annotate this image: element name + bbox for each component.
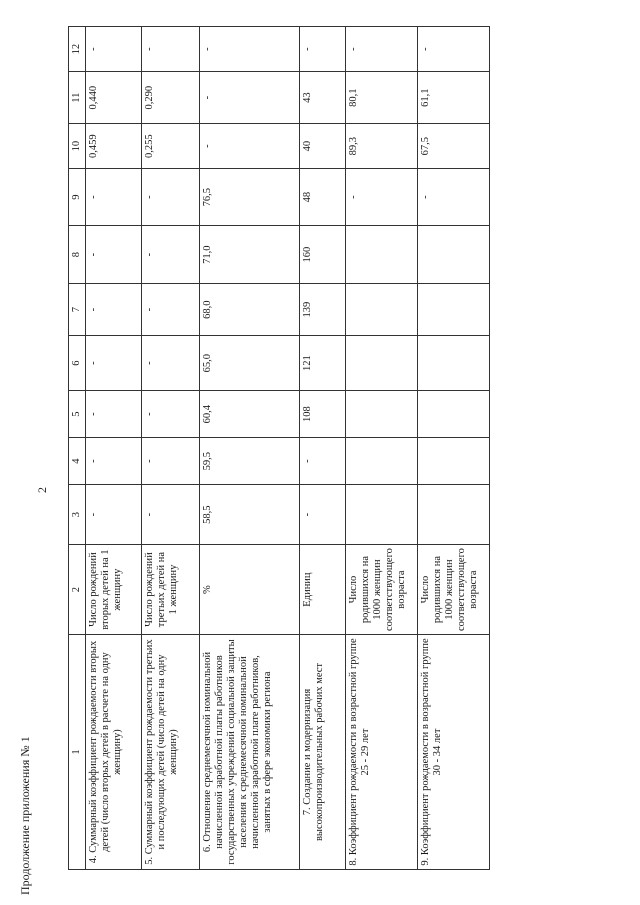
value-cell: - — [142, 284, 200, 336]
value-cell: 40 — [300, 124, 346, 169]
value-cell: - — [300, 27, 346, 72]
value-cell: - — [200, 72, 300, 124]
value-cell — [418, 485, 490, 545]
column-header: 12 — [69, 27, 86, 72]
value-cell: 0,459 — [86, 124, 142, 169]
table-row — [418, 27, 490, 870]
column-header: 5 — [69, 391, 86, 438]
table-row — [86, 27, 142, 870]
table-header-row — [69, 27, 86, 870]
value-cell: 61,1 — [418, 72, 490, 124]
column-header: 6 — [69, 336, 86, 391]
value-cell — [418, 438, 490, 485]
value-cell — [418, 336, 490, 391]
value-cell: 71,0 — [200, 226, 300, 284]
value-cell: 0,255 — [142, 124, 200, 169]
value-cell: - — [142, 485, 200, 545]
value-cell: - — [86, 284, 142, 336]
column-header: 10 — [69, 124, 86, 169]
page-number: 2 — [35, 487, 49, 493]
column-header: 11 — [69, 72, 86, 124]
unit-cell: % — [200, 545, 300, 635]
unit-cell: Число рождений третьих детей на 1 женщину — [142, 545, 200, 635]
value-cell: - — [142, 336, 200, 391]
value-cell — [418, 391, 490, 438]
value-cell: - — [200, 124, 300, 169]
unit-cell: Число родившихся на 1000 женщин соответствующего возраста — [346, 545, 418, 635]
column-header: 2 — [69, 545, 86, 635]
value-cell: 0,440 — [86, 72, 142, 124]
column-header: 3 — [69, 485, 86, 545]
value-cell: - — [346, 27, 418, 72]
column-header: 9 — [69, 169, 86, 226]
indicator-cell: 9. Коэффициент рождаемости в возрастной группе 30 - 34 лет — [418, 635, 490, 870]
table-row — [346, 27, 418, 870]
unit-cell: Единиц — [300, 545, 346, 635]
value-cell: - — [86, 226, 142, 284]
value-cell — [418, 284, 490, 336]
value-cell: - — [418, 169, 490, 226]
indicator-cell: 6. Отношение среднемесячной номинальной начисленной заработной платы работников государственных учреждений социальной защиты населения к среднемесячной номинальной начисленной заработной плате работников, занятых в сфере экономики региона — [200, 635, 300, 870]
value-cell: - — [86, 485, 142, 545]
value-cell: - — [142, 438, 200, 485]
value-cell: 108 — [300, 391, 346, 438]
unit-cell: Число рождений вторых детей на 1 женщину — [86, 545, 142, 635]
value-cell: 139 — [300, 284, 346, 336]
column-header: 8 — [69, 226, 86, 284]
value-cell: - — [142, 169, 200, 226]
value-cell: 43 — [300, 72, 346, 124]
value-cell: - — [346, 169, 418, 226]
value-cell: - — [200, 27, 300, 72]
value-cell — [346, 438, 418, 485]
table-row — [200, 27, 300, 870]
value-cell: - — [142, 27, 200, 72]
value-cell — [418, 226, 490, 284]
indicators-table — [68, 26, 490, 870]
indicator-cell: 7. Создание и модернизация высокопроизводительных рабочих мест — [300, 635, 346, 870]
value-cell: 76,5 — [200, 169, 300, 226]
value-cell: - — [86, 27, 142, 72]
unit-cell: Число родившихся на 1000 женщин соответствующего возраста — [418, 545, 490, 635]
value-cell: 67,5 — [418, 124, 490, 169]
value-cell: 160 — [300, 226, 346, 284]
value-cell: 48 — [300, 169, 346, 226]
column-header: 4 — [69, 438, 86, 485]
column-header: 1 — [69, 635, 86, 870]
value-cell — [346, 226, 418, 284]
value-cell: - — [300, 438, 346, 485]
value-cell: 59,5 — [200, 438, 300, 485]
value-cell: 60,4 — [200, 391, 300, 438]
value-cell: 121 — [300, 336, 346, 391]
value-cell — [346, 391, 418, 438]
table-row — [142, 27, 200, 870]
indicator-cell: 5. Суммарный коэффициент рождаемости третьих и последующих детей (число детей на одну женщину) — [142, 635, 200, 870]
value-cell — [346, 485, 418, 545]
continuation-note: Продолжение приложения № 1 — [18, 736, 32, 895]
indicator-cell: 4. Суммарный коэффициент рождаемости вторых детей (число вторых детей в расчете на одну женщину) — [86, 635, 142, 870]
value-cell: - — [86, 391, 142, 438]
value-cell: - — [86, 438, 142, 485]
value-cell — [346, 336, 418, 391]
indicator-cell: 8. Коэффициент рождаемости в возрастной группе 25 - 29 лет — [346, 635, 418, 870]
value-cell: - — [86, 336, 142, 391]
value-cell: 68,0 — [200, 284, 300, 336]
value-cell: - — [418, 27, 490, 72]
table-row — [300, 27, 346, 870]
value-cell: - — [300, 485, 346, 545]
value-cell: 65,0 — [200, 336, 300, 391]
value-cell: - — [142, 226, 200, 284]
value-cell: - — [86, 169, 142, 226]
value-cell — [346, 284, 418, 336]
value-cell: 89,3 — [346, 124, 418, 169]
value-cell: 58,5 — [200, 485, 300, 545]
value-cell: 0,290 — [142, 72, 200, 124]
value-cell: 80,1 — [346, 72, 418, 124]
column-header: 7 — [69, 284, 86, 336]
value-cell: - — [142, 391, 200, 438]
